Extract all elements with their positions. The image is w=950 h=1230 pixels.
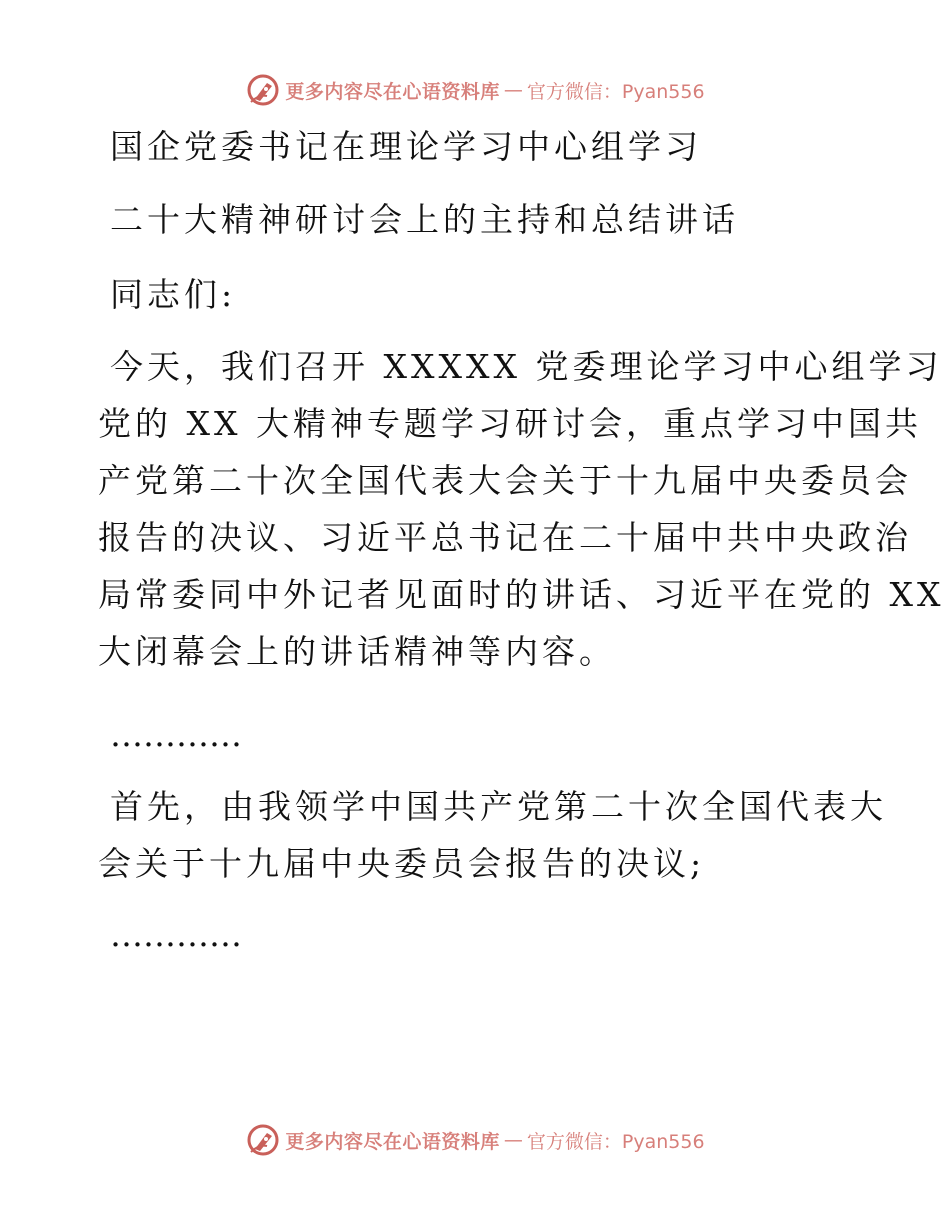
paragraph-line: 大闭幕会上的讲话精神等内容。 (98, 632, 616, 671)
paragraph-2 (98, 778, 887, 892)
watermark-text: 更多内容尽在心语资料库 (285, 80, 500, 103)
paragraph-line: 产党第二十次全国代表大会关于十九届中央委员会 (98, 461, 912, 500)
pen-nib-circle-icon (245, 72, 281, 108)
salutation: 同志们: (110, 275, 237, 314)
ellipsis-1: ………… (110, 715, 242, 754)
pen-nib-circle-icon (245, 1122, 281, 1158)
footer-watermark (0, 1120, 950, 1160)
title-line-1: 国企党委书记在理论学习中心组学习 (110, 127, 702, 166)
paragraph-1 (98, 338, 944, 680)
paragraph-line: 党的 XX 大精神专题学习研讨会，重点学习中国共 (98, 404, 922, 443)
watermark-text: 更多内容尽在心语资料库 (285, 1130, 500, 1153)
watermark-dash: — (503, 79, 523, 101)
paragraph-line: 首先，由我领学中国共产党第二十次全国代表大 (110, 787, 887, 826)
watermark-wechat: 官方微信：Pyan556 (526, 80, 705, 103)
ellipsis-2: ………… (110, 915, 242, 954)
watermark-wechat: 官方微信：Pyan556 (526, 1130, 705, 1153)
title-line-2: 二十大精神研讨会上的主持和总结讲话 (110, 200, 739, 239)
paragraph-line: 会关于十九届中央委员会报告的决议; (98, 844, 706, 883)
header-watermark (0, 70, 950, 110)
paragraph-line: 今天，我们召开 XXXXX 党委理论学习中心组学习 (110, 347, 943, 386)
paragraph-line: 局常委同中外记者见面时的讲话、习近平在党的 XX (98, 575, 945, 614)
paragraph-line: 报告的决议、习近平总书记在二十届中共中央政治 (98, 518, 912, 557)
watermark-dash: — (503, 1129, 523, 1151)
